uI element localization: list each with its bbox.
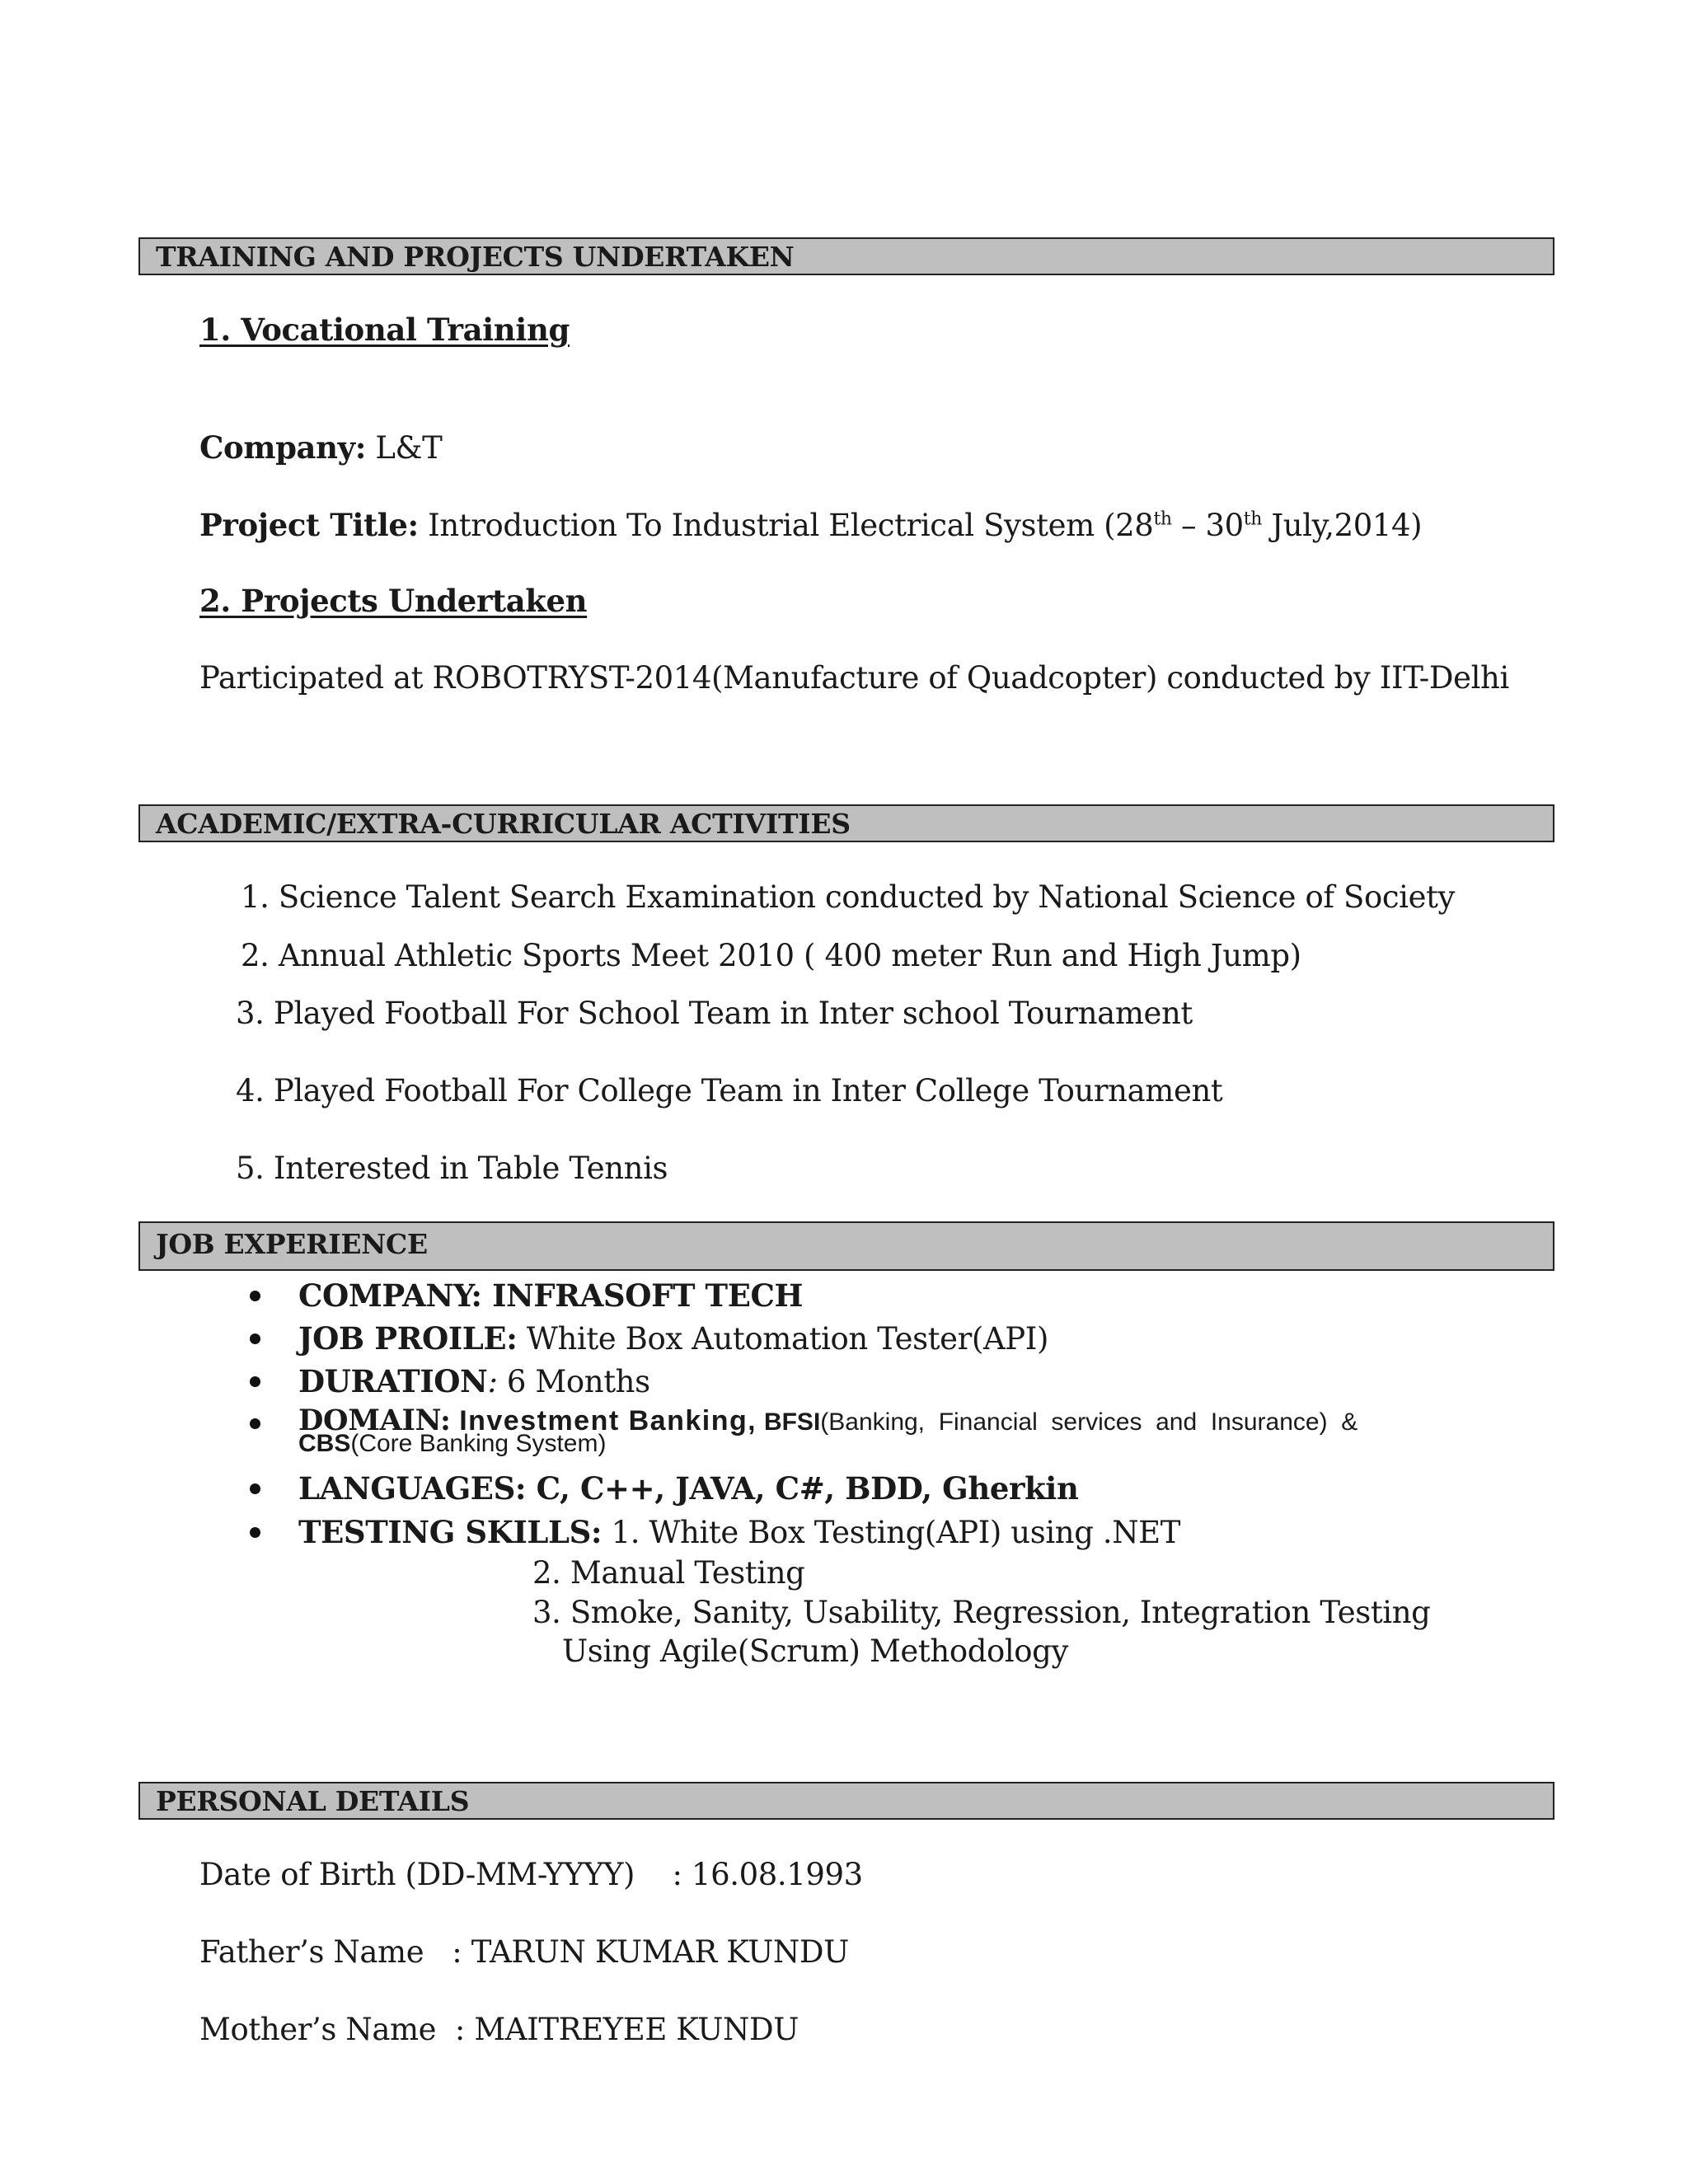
activity-item: 4. Played Football For College Team in Inter College Tournament bbox=[236, 1073, 1223, 1108]
section-title: TRAINING AND PROJECTS UNDERTAKEN bbox=[156, 241, 795, 273]
section-header-job bbox=[138, 1221, 1554, 1271]
activity-item: 5. Interested in Table Tennis bbox=[236, 1151, 668, 1186]
job-domain-label: DOMAIN: bbox=[298, 1404, 451, 1437]
project-title-post: July,2014) bbox=[1262, 508, 1423, 543]
job-testing-3b: Using Agile(Scrum) Methodology bbox=[562, 1633, 1068, 1669]
job-testing-2: 2. Manual Testing bbox=[532, 1555, 805, 1591]
personal-dob: Date of Birth (DD-MM-YYYY) : 16.08.1993 bbox=[199, 1857, 863, 1892]
section-title: JOB EXPERIENCE bbox=[156, 1228, 428, 1260]
section-header-personal bbox=[138, 1782, 1554, 1820]
job-duration-line bbox=[298, 1363, 650, 1400]
activity-item: 3. Played Football For School Team in Inter school Tournament bbox=[236, 996, 1193, 1031]
bullet-icon bbox=[250, 1291, 260, 1301]
company-line bbox=[199, 429, 442, 466]
job-languages: LANGUAGES: C, C++, JAVA, C#, BDD, Gherkin bbox=[298, 1470, 1079, 1507]
job-testing-3: 3. Smoke, Sanity, Usability, Regression, Integration Testing bbox=[532, 1595, 1431, 1630]
section-title: ACADEMIC/EXTRA-CURRICULAR ACTIVITIES bbox=[156, 808, 851, 840]
section-header-activities bbox=[138, 804, 1554, 842]
project-title-label: Project Title: bbox=[199, 507, 419, 543]
job-company: COMPANY: INFRASOFT TECH bbox=[298, 1277, 804, 1314]
job-domain-cbs-text: (Core Banking System) bbox=[350, 1430, 607, 1457]
personal-mother: Mother’s Name : MAITREYEE KUNDU bbox=[199, 2012, 799, 2047]
projects-undertaken-text: Participated at ROBOTRYST-2014(Manufacture of Quadcopter) conducted by IIT-Delhi bbox=[199, 660, 1509, 696]
activity-item: 2. Annual Athletic Sports Meet 2010 ( 400 meter Run and High Jump) bbox=[241, 938, 1301, 973]
company-label: Company: bbox=[199, 429, 366, 466]
job-testing-1: 1. White Box Testing(API) using .NET bbox=[602, 1515, 1181, 1550]
project-title-sup2: th bbox=[1243, 509, 1262, 530]
section-header-training bbox=[138, 237, 1554, 275]
job-domain-line2 bbox=[298, 1427, 606, 1460]
company-value: L&T bbox=[375, 430, 443, 466]
bullet-icon bbox=[250, 1483, 260, 1494]
bullet-icon bbox=[250, 1333, 260, 1344]
project-title-mid: – 30 bbox=[1171, 508, 1244, 543]
project-title-pre: Introduction To Industrial Electrical System (28 bbox=[428, 508, 1154, 543]
job-domain-comma: , bbox=[748, 1405, 756, 1436]
activity-item: 1. Science Talent Search Examination conducted by National Science of Society bbox=[241, 879, 1456, 915]
job-profile-label: JOB PROILE: bbox=[298, 1320, 518, 1357]
job-duration-label: DURATION bbox=[298, 1363, 488, 1399]
job-testing-label: TESTING SKILLS: bbox=[298, 1514, 603, 1550]
job-domain-bfsi: BFSI bbox=[763, 1408, 821, 1436]
projects-undertaken-heading: 2. Projects Undertaken bbox=[199, 583, 588, 619]
job-duration-value: 6 Months bbox=[497, 1364, 650, 1399]
job-profile-value: White Box Automation Tester(API) bbox=[517, 1321, 1049, 1357]
job-domain-ib: Investment Banking bbox=[459, 1405, 748, 1436]
project-title-line bbox=[199, 507, 1422, 544]
bullet-icon bbox=[250, 1376, 260, 1387]
job-domain-bfsi-text: (Banking, Financial services and Insurance) & bbox=[820, 1408, 1358, 1436]
job-duration-colon: : bbox=[487, 1364, 498, 1399]
job-testing-line bbox=[298, 1514, 1180, 1551]
bullet-icon bbox=[250, 1527, 260, 1538]
vocational-training-heading: 1. Vocational Training bbox=[199, 312, 570, 348]
job-profile-line bbox=[298, 1320, 1048, 1357]
personal-father: Father’s Name : TARUN KUMAR KUNDU bbox=[199, 1934, 849, 1970]
project-title-sup1: th bbox=[1153, 509, 1172, 530]
section-title: PERSONAL DETAILS bbox=[156, 1785, 470, 1817]
job-domain-cbs: CBS bbox=[298, 1430, 351, 1457]
bullet-icon bbox=[250, 1418, 260, 1429]
